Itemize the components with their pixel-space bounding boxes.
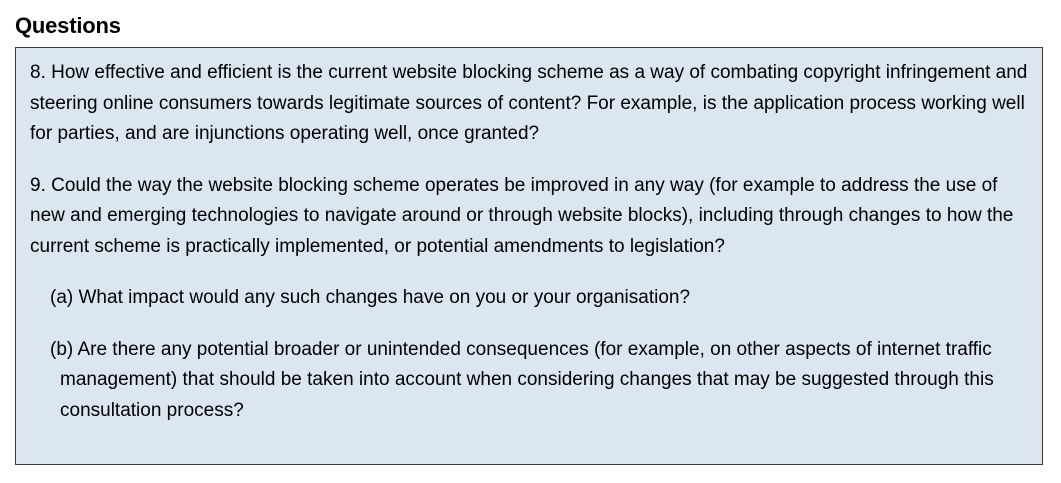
questions-box [15, 47, 1043, 465]
section-heading: Questions [15, 13, 121, 38]
question-9a: (a) What impact would any such changes have on you or your organisation? [50, 287, 691, 308]
question-8: 8. How effective and efficient is the current website blocking scheme as a way of combating copyright infringement and steering online consumers towards legitimate sources of content? For example, is the application process working well for parties, and are injunctions operating well, once granted? [30, 62, 1028, 144]
question-9: 9. Could the way the website blocking scheme operates be improved in any way (for example to address the use of new and emerging technologies to navigate around or through website blocks), including through changes to how the current scheme is practically implemented, or potential amendments to legislation? [30, 174, 1014, 257]
question-9b: (b) Are there any potential broader or unintended consequences (for example, on other aspects of internet traffic management) that should be taken into account when considering changes that may be suggested through this consultation process? [50, 338, 994, 421]
